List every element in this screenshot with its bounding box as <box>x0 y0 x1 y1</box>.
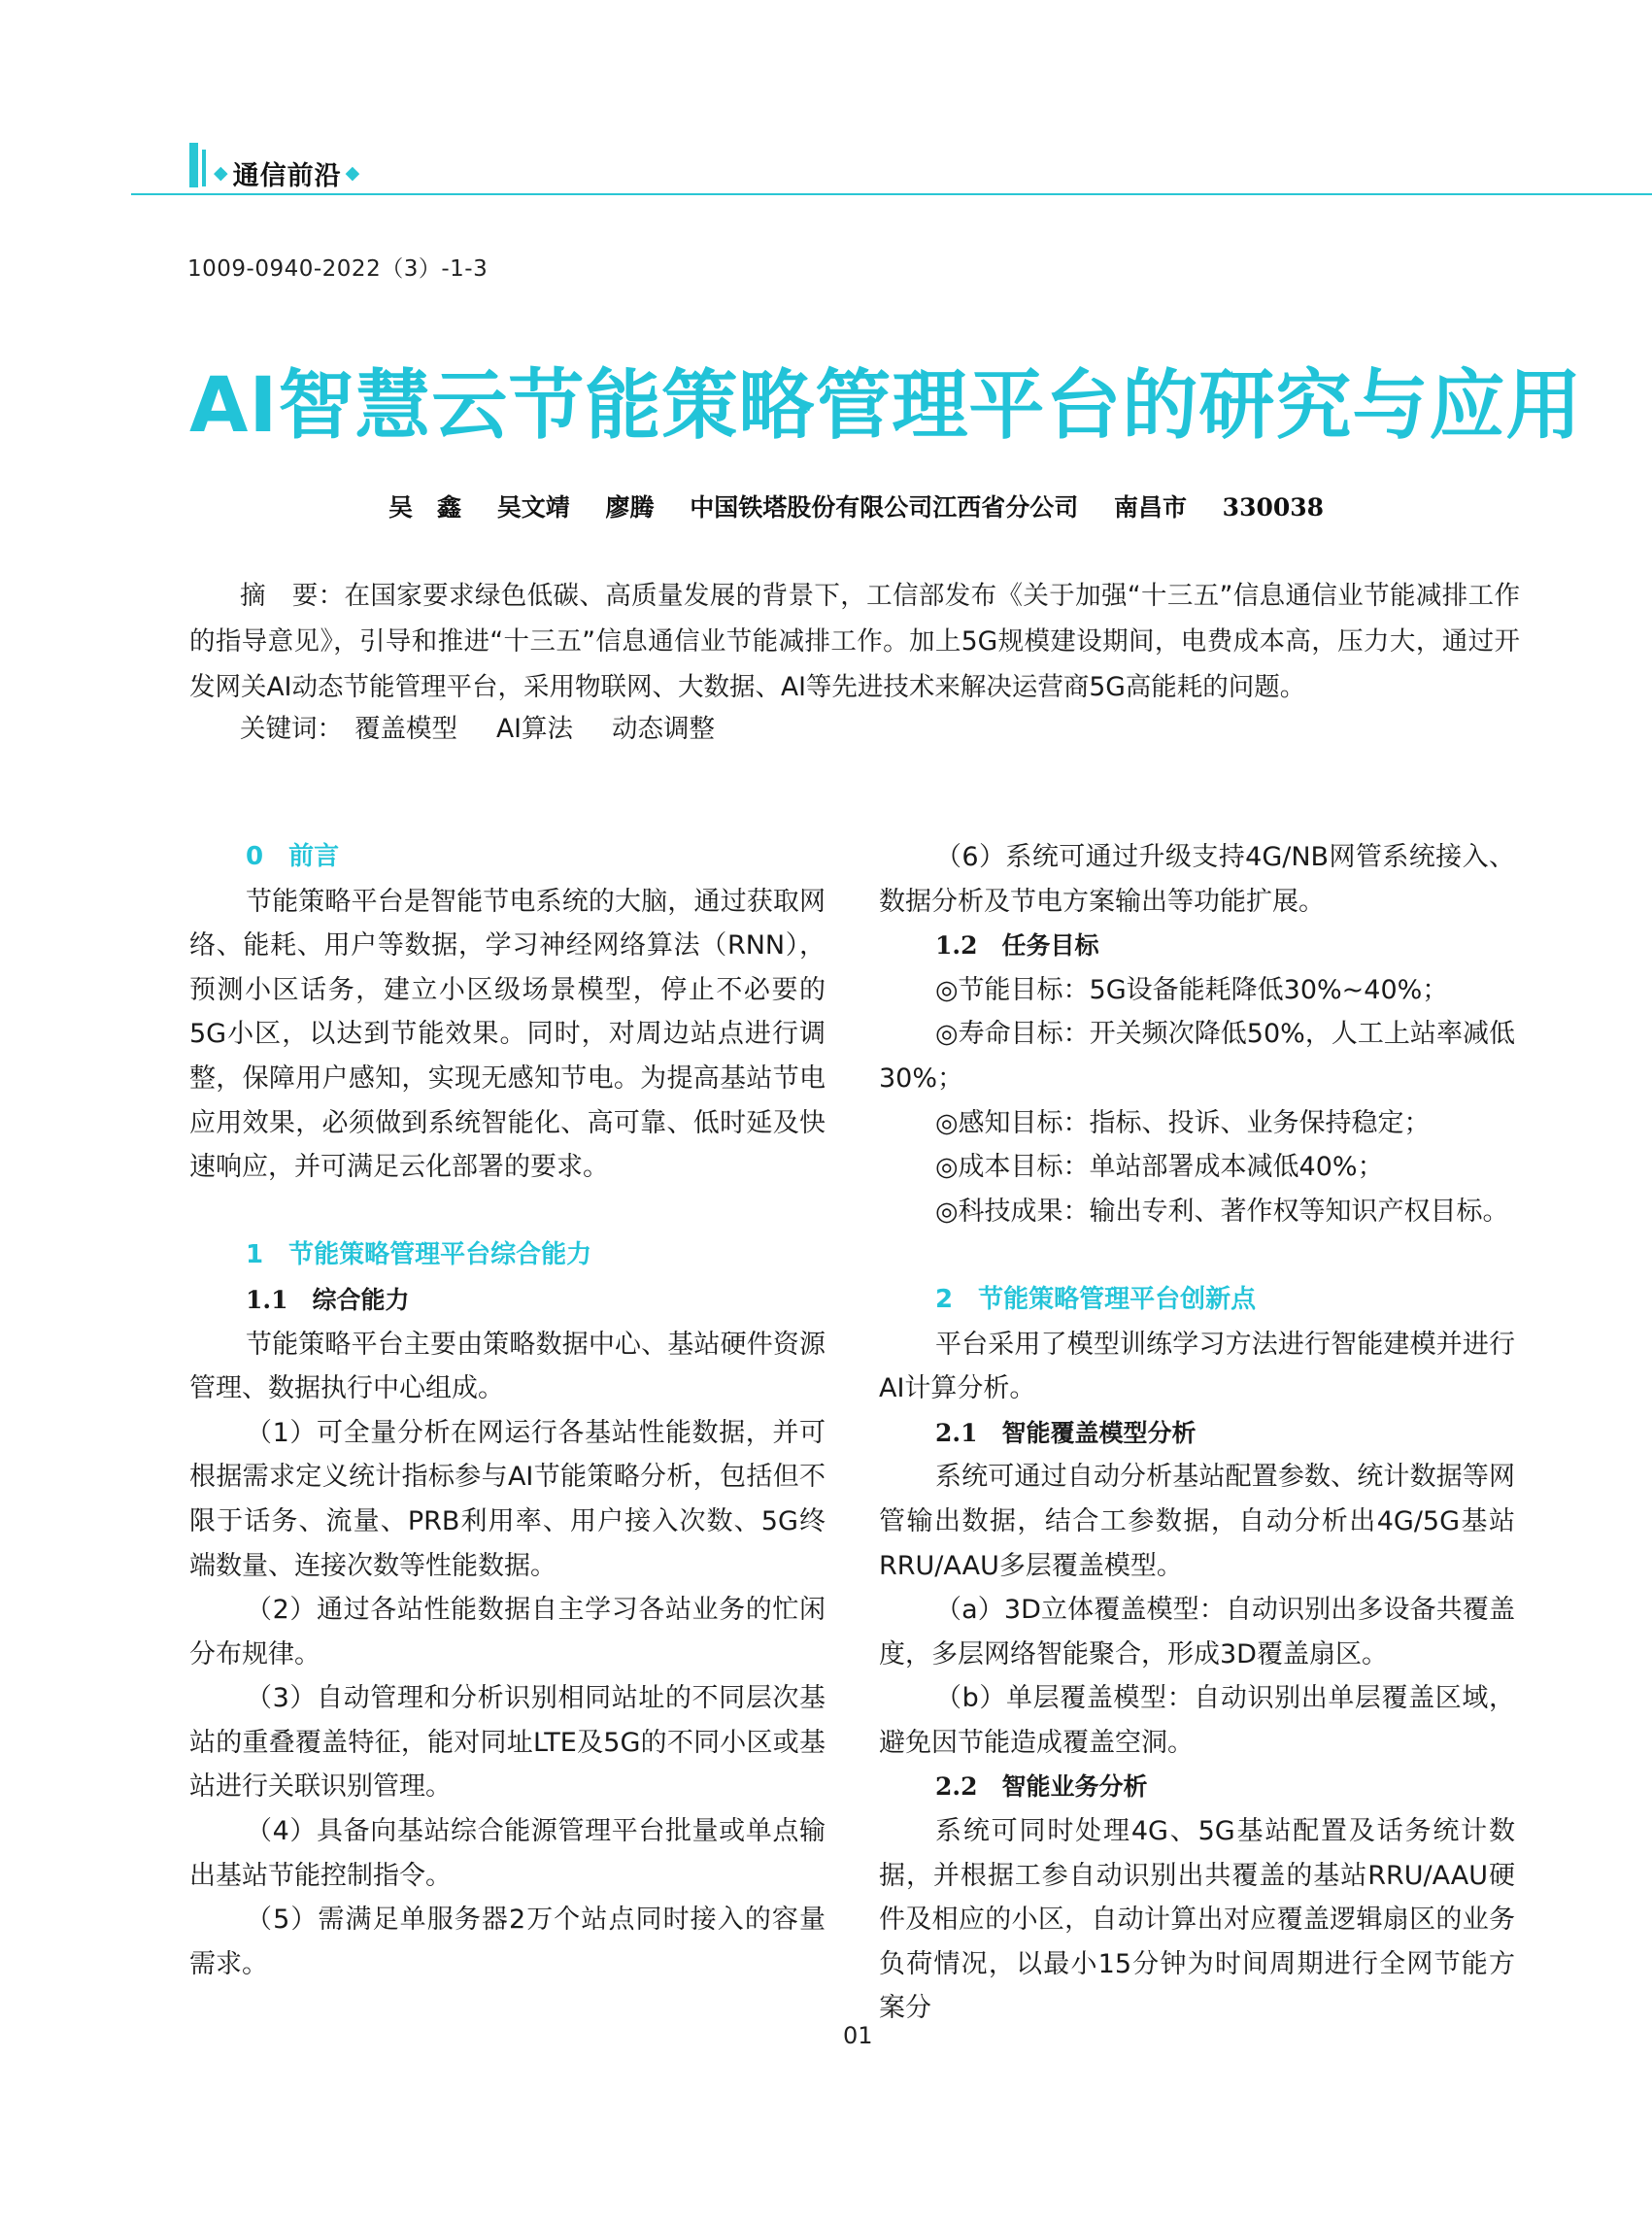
page-number: 01 <box>843 2022 873 2049</box>
section-heading: 0 前言 <box>246 842 340 871</box>
abstract: 摘 要：在国家要求绿色低碳、高质量发展的背景下，工信部发布《关于加强“十三五”信息通信业节能减排工作的指导意见》，引导和推进“十三五”信息通信业节能减排工作。加上5G规模建设期间，电费成本高，压力大，通过开发网关AI动态节能管理平台，采用物联网、大数据、AI等先进技术来解决运营商5G高能耗的问题。 <box>189 581 1520 702</box>
author-name: 吴 鑫 <box>388 493 462 522</box>
keyword: 覆盖模型 <box>354 714 457 744</box>
article-title: AI智慧云节能策略管理平台的研究与应用 <box>189 362 1583 450</box>
goal-item: ◎成本目标：单站部署成本减低40%； <box>935 1152 1384 1183</box>
paragraph: 系统可同时处理4G、5G基站配置及话务统计数据，并根据工参自动识别出共覆盖的基站RRU/AAU硬件及相应的小区，自动计算出对应覆盖逻辑扇区的业务负荷情况，以最小15分钟为时间周期进行全网节能方案分 <box>879 1816 1515 2024</box>
author-line <box>388 489 1351 523</box>
goal-item: ◎感知目标：指标、投诉、业务保持稳定； <box>935 1107 1431 1138</box>
paragraph: 节能策略平台主要由策略数据中心、基站硬件资源管理、数据执行中心组成。 <box>189 1329 826 1404</box>
author-name: 吴文靖 <box>496 493 570 522</box>
author-city: 南昌市 <box>1113 493 1187 522</box>
subsection-heading: 1.1 综合能力 <box>246 1285 410 1314</box>
keyword: AI算法 <box>496 714 573 744</box>
author-postcode: 330038 <box>1222 493 1325 522</box>
author-affiliation: 中国铁塔股份有限公司江西省分公司 <box>690 493 1079 522</box>
list-item: （1）可全量分析在网运行各基站性能数据，并可根据需求定义统计指标参与AI节能策略分析，包括但不限于话务、流量、PRB利用率、用户接入次数、5G终端数量、连接次数等性能数据。 <box>189 1417 826 1581</box>
list-item: （6）系统可通过升级支持4G/NB网管系统接入、数据分析及节电方案输出等功能扩展。 <box>879 842 1515 917</box>
subsection-heading: 2.2 智能业务分析 <box>935 1772 1148 1802</box>
section-heading: 2 节能策略管理平台创新点 <box>935 1284 1257 1314</box>
subsection-heading: 2.1 智能覆盖模型分析 <box>935 1418 1197 1447</box>
keywords-label: 关键词： <box>240 714 343 744</box>
list-item: （3）自动管理和分析识别相同站址的不同层次基站的重叠覆盖特征，能对同址LTE及5G的不同小区或基站进行关联识别管理。 <box>189 1683 826 1803</box>
list-item: （b）单层覆盖模型：自动识别出单层覆盖区域，避免因节能造成覆盖空洞。 <box>879 1683 1515 1758</box>
header-accent-bar <box>189 143 198 187</box>
header-rule <box>131 193 1652 195</box>
list-item: （a）3D立体覆盖模型：自动识别出多设备共覆盖度，多层网络智能聚合，形成3D覆盖扇区。 <box>879 1595 1515 1670</box>
goal-item: ◎科技成果：输出专利、著作权等知识产权目标。 <box>935 1196 1509 1227</box>
section-heading: 1 节能策略管理平台综合能力 <box>246 1240 592 1270</box>
list-item: （2）通过各站性能数据自主学习各站业务的忙闲分布规律。 <box>189 1595 826 1670</box>
paragraph: 节能策略平台是智能节电系统的大脑，通过获取网络、能耗、用户等数据，学习神经网络算法（RNN），预测小区话务，建立小区级场景模型，停止不必要的5G小区，以达到节能效果。同时，对周边站点进行调整，保障用户感知，实现无感知节电。为提高基站节电应用效果，必须做到系统智能化、高可靠、低时延及快速响应，并可满足云化部署的要求。 <box>189 886 826 1183</box>
section-label-text: 通信前沿 <box>232 160 342 191</box>
section-label <box>210 153 364 192</box>
list-item: （5）需满足单服务器2万个站点同时接入的容量需求。 <box>189 1905 826 1979</box>
paragraph: 平台采用了模型训练学习方法进行智能建模并进行AI计算分析。 <box>879 1329 1515 1404</box>
keyword: 动态调整 <box>611 714 715 744</box>
subsection-heading: 1.2 任务目标 <box>935 931 1099 961</box>
article-code: 1009-0940-2022（3）-1-3 <box>187 256 489 282</box>
header-accent-bar-thin <box>202 150 206 186</box>
paragraph: 系统可通过自动分析基站配置参数、统计数据等网管输出数据，结合工参数据，自动分析出4G/5G基站RRU/AAU多层覆盖模型。 <box>879 1462 1516 1581</box>
left-column <box>189 835 826 1986</box>
keywords <box>240 706 742 752</box>
list-item: （4）具备向基站综合能源管理平台批量或单点输出基站节能控制指令。 <box>189 1816 826 1891</box>
author-name: 廖腾 <box>605 493 655 522</box>
goal-item: ◎节能目标：5G设备能耗降低30%~40%； <box>935 974 1449 1005</box>
diamond-icon: ◆ <box>214 162 229 184</box>
goal-item: ◎寿命目标：开关频次降低50%，人工上站率减低30%； <box>879 1019 1515 1094</box>
diamond-icon: ◆ <box>345 162 361 184</box>
right-column <box>879 835 1515 2031</box>
